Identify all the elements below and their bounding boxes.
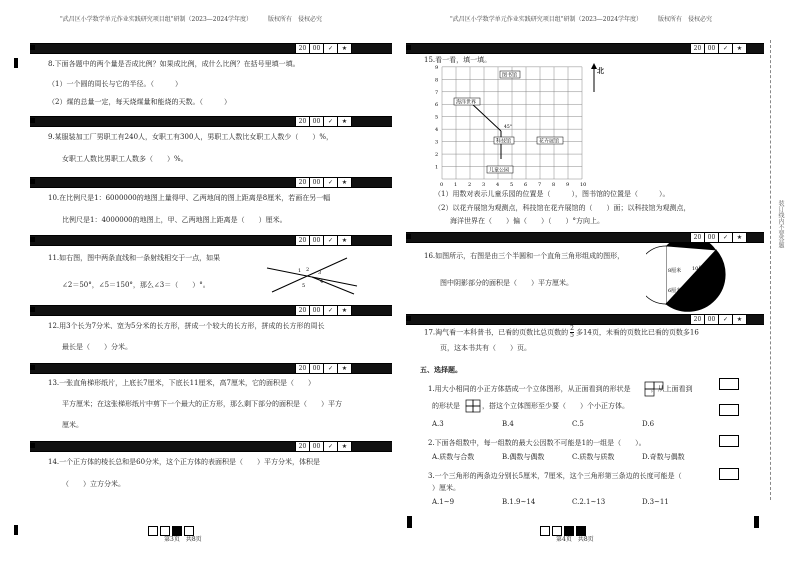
header-title: "武昌区小学数学单元作业实践研究项目组"研制（2023—2024学年度） [60, 16, 253, 23]
coordinate-grid [430, 62, 600, 188]
x-tick-label: 7 [538, 182, 542, 188]
choice-1-options: A.3 B.4 C.5 D.6 [432, 420, 655, 428]
top-view-icon [464, 399, 488, 413]
marker [406, 234, 411, 239]
choice-1-line2: 的形状是 ，搭这个立体图形至少要（ ）个小正方体。 [432, 402, 629, 410]
angle-label-3: 3 [318, 270, 322, 276]
y-tick-label: 4 [435, 127, 439, 134]
angle-diagram [262, 252, 362, 296]
y-tick-label: 8 [435, 77, 439, 84]
score-box: 20 00 ✓ ★ [295, 235, 352, 246]
y-tick-label: 3 [435, 139, 439, 146]
question-12-line2: 最长是（ ）分米。 [62, 343, 132, 351]
question-8-a: （1）一个圆的周长与它的半径。（ ） [48, 80, 182, 88]
angle-label-4: 4 [320, 279, 324, 285]
label-8cm: 8厘米 [668, 268, 682, 274]
header-copyright: 版权所有 侵权必究 [657, 16, 712, 23]
place-childrens-park: 儿童公园 [489, 167, 510, 174]
question-16-line1: 16.如图所示，右图是由三个半圆和一个直角三角形组成的图形， [424, 252, 625, 260]
score-box: 20 00 ✓ ★ [295, 441, 352, 452]
answer-box[interactable] [719, 378, 739, 390]
angle-45-label: 45° [504, 125, 512, 130]
question-16-line2: 图中阴影部分的面积是（ ）平方厘米。 [440, 279, 573, 287]
choice-1-line1: 1.用大小相同的小正方体搭成一个立体图形，从正面看到的形状是 ，从上面看到 [428, 385, 693, 393]
choice-3-line2: ）厘米。 [432, 484, 460, 492]
header-copyright: 版权所有 侵权必究 [267, 16, 322, 23]
left-footer: 第3页 共8页 [164, 536, 202, 543]
angle-label-1: 1 [298, 268, 302, 274]
marker [30, 118, 35, 123]
x-tick-label: 10 [580, 182, 587, 188]
question-17-line1: 17.淘气看一本科普书，已看的页数比总页数的 $\frac{2}{5}$ 多14页，未看的页数比已看的页数多16 [424, 325, 699, 339]
x-tick-label: 4 [496, 182, 500, 188]
question-17-line2: 页，这本书共有（ ）页。 [440, 344, 531, 352]
score-box: 20 00 ✓ ★ [295, 363, 352, 374]
x-tick-label: 0 [440, 182, 444, 188]
score-box: 20 00 ✓ ★ [295, 177, 352, 188]
score-box: 20 00 ✓ ★ [690, 314, 747, 325]
score-box: 20 00 ✓ ★ [295, 116, 352, 127]
x-tick-label: 9 [566, 182, 570, 188]
choice-3-line1: 3.一个三角形的两条边分别长5厘米，7厘米，这个三角形第三条边的长度可能是（ [428, 472, 682, 480]
marker [30, 443, 35, 448]
marker [30, 237, 35, 242]
x-tick-label: 5 [510, 182, 514, 188]
north-label: 北 [597, 66, 604, 75]
question-15-a: （1）用数对表示儿童乐园的位置是（ ），图书馆的位置是（ ）。 [434, 190, 670, 198]
answer-box[interactable] [719, 435, 739, 447]
marker [406, 316, 411, 321]
place-ocean-world: 海洋世界 [456, 99, 477, 106]
y-tick-label: 7 [435, 89, 439, 96]
question-10-line2: 比例尺是1：4000000的地图上，甲、乙两地图上距离是（ ）厘米。 [62, 216, 287, 224]
question-15-title: 15.看一看，填一填。 [424, 56, 492, 64]
score-box: 20 00 ✓ ★ [690, 232, 747, 243]
score-box: 20 00 ✓ ★ [690, 43, 747, 54]
x-tick-label: 1 [454, 182, 458, 188]
header-title: "武昌区小学数学单元作业实践研究项目组"研制（2023—2024学年度） [450, 16, 643, 23]
question-13-line1: 13.一张直角梯形纸片，上底长7厘米，下底长11厘米，高7厘米，它的面积是（ ） [48, 379, 315, 387]
y-tick-label: 6 [435, 102, 439, 109]
edge-marker [754, 516, 759, 528]
question-13-line3: 厘米。 [62, 421, 83, 429]
label-10cm: 10厘米 [692, 266, 709, 272]
choice-3-options: A.1~9 B.1.9~14 C.2.1~13 D.3~11 [432, 498, 669, 506]
y-tick-label: 2 [435, 152, 439, 159]
right-footer: 第4页 共8页 [556, 536, 594, 543]
x-tick-label: 6 [524, 182, 528, 188]
question-11-line2: ∠2＝50°，∠5＝150°，那么∠3＝（ ）°。 [62, 281, 210, 289]
x-tick-label: 3 [482, 182, 486, 188]
place-science-museum: 科技馆 [496, 138, 512, 145]
question-12-line1: 12.用3个长为7分米、宽为5分米的长方形，拼成一个较大的长方形，拼成的长方形的周长 [48, 322, 325, 330]
score-box: 20 00 ✓ ★ [295, 305, 352, 316]
marker [406, 45, 411, 50]
semicircle-figure [646, 242, 728, 314]
angle-label-2: 2 [306, 267, 310, 273]
question-13-line2: 平方厘米；在这张梯形纸片中剪下一个最大的正方形，那么剩下部分的面积是（ ）平方 [62, 400, 342, 408]
choice-2-line1: 2.下面各组数中，每一组数的最大公因数不可能是1的一组是（ ）。 [428, 439, 646, 447]
y-tick-label: 9 [435, 64, 439, 71]
question-14-line1: 14.一个正方体的棱长总和是60分米，这个正方体的表面积是（ ）平方分米，体积是 [48, 458, 321, 466]
question-9-line2: 女职工人数比男职工人数多（ ）%。 [62, 155, 188, 163]
question-10-line1: 10.在比例尺是1：6000000的地图上量得甲、乙两地间的图上距离是8厘米，若画在另一幅 [48, 194, 331, 202]
question-15-c: 海洋世界在（ ）偏（ ）（ ）°方向上。 [450, 217, 604, 225]
question-15-b: （2）以花卉展馆为观测点，科技馆在花卉展馆的（ ）面；以科技馆为观测点， [434, 204, 691, 212]
front-view-icon [643, 381, 667, 397]
marker [30, 365, 35, 370]
question-9-line1: 9.某服装加工厂男职工有240人，女职工有300人，男职工人数比女职工人数少（ ）%， [48, 133, 334, 141]
place-library: 图书馆 [502, 72, 518, 79]
place-flower-hall: 花卉展馆 [539, 138, 560, 145]
label-6cm: 6厘米 [668, 288, 682, 294]
y-tick-label: 1 [435, 164, 439, 171]
question-11-line1: 11.如右图，图中两条直线和一条射线相交于一点，如果 [48, 254, 221, 262]
edge-marker [14, 58, 18, 68]
x-tick-label: 2 [468, 182, 472, 188]
y-tick-label: 5 [435, 114, 439, 121]
binding-line [770, 40, 772, 500]
section-5-title: 五、选择题。 [420, 365, 462, 374]
right-header [450, 14, 712, 23]
question-14-line2: （ ）立方分米。 [62, 480, 125, 488]
answer-box[interactable] [719, 404, 739, 416]
question-8-b: （2）煤的总量一定，每天烧煤量和能烧的天数。（ ） [48, 98, 231, 106]
score-box: 20 00 ✓ ★ [295, 43, 352, 54]
answer-box[interactable] [719, 468, 739, 480]
marker [30, 45, 35, 50]
edge-marker [407, 516, 412, 528]
left-header [60, 14, 322, 23]
edge-marker [14, 525, 18, 535]
question-8: 8.下面各题中的两个量是否成比例？如果成比例，成什么比例？在括号里填一填。 [48, 60, 300, 68]
marker [30, 307, 35, 312]
binding-margin-text: 装订线内不要答题 [777, 200, 784, 248]
angle-label-5: 5 [302, 283, 306, 289]
marker [30, 179, 35, 184]
choice-2-options: A.质数与合数 B.偶数与偶数 C.质数与质数 D.奇数与偶数 [432, 453, 685, 461]
x-tick-label: 8 [552, 182, 556, 188]
